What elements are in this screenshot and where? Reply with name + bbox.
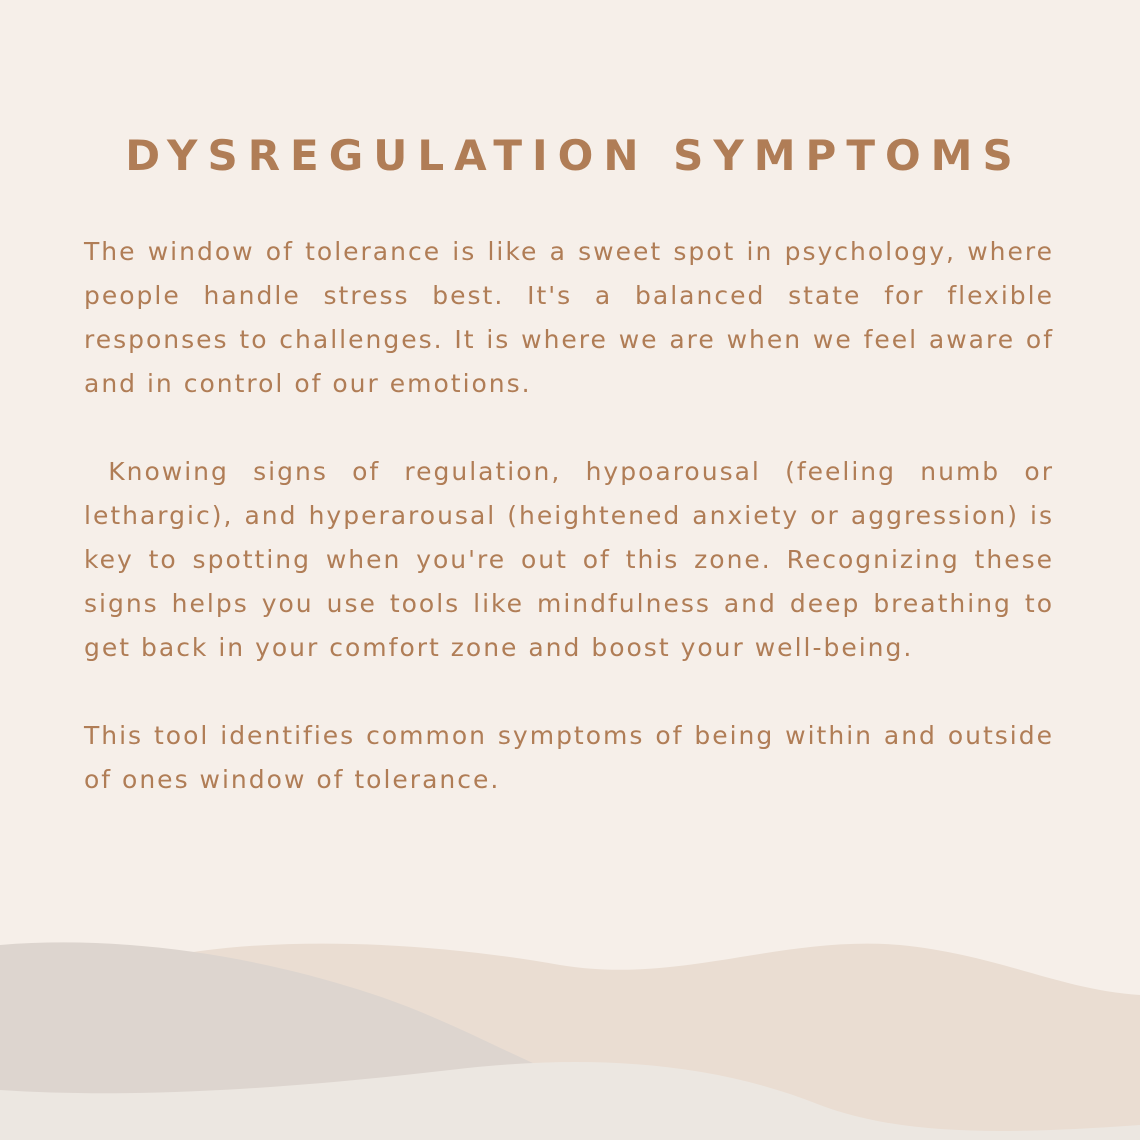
page-title: DYSREGULATION SYMPTOMS: [125, 131, 1023, 180]
paragraph-window-of-tolerance: The window of tolerance is like a sweet spot in psychology, where people handle stress best. It's a balanced state for flexible responses to challenges. It is where we are when we feel aware of and in control of our emotions.: [84, 237, 1064, 398]
paragraph-tool-description: This tool identifies common symptoms of being within and outside of ones window of tolerance.: [84, 721, 1064, 794]
body-text: [84, 230, 1064, 846]
decorative-waves: [0, 900, 1140, 1140]
paragraph-knowing-signs: Knowing signs of regulation, hypoarousal (feeling numb or lethargic), and hyperarousal (heightened anxiety or aggression) is key to spotting when you're out of this zone. Recognizing these signs helps you use tools like mindfulness and deep breathing to get back in your comfort zone and boost your well-being.: [84, 457, 1064, 662]
